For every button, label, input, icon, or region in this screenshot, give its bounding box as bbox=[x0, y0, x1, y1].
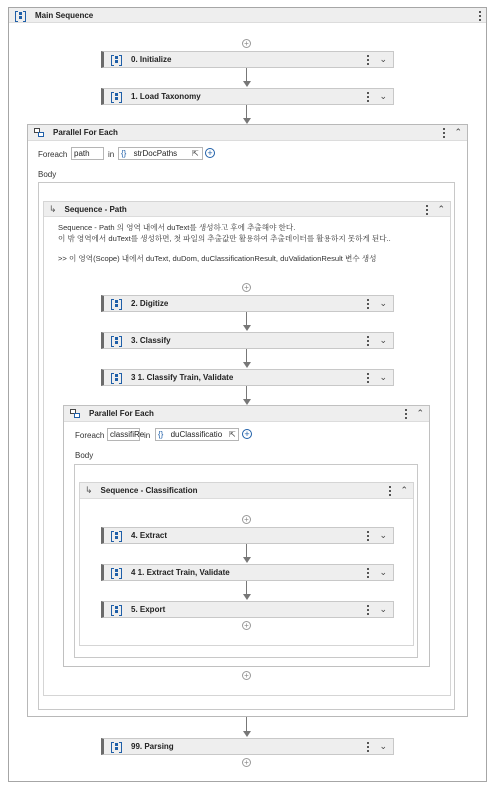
expression-icon: {} bbox=[158, 430, 164, 439]
foreach-collection-input[interactable] bbox=[118, 147, 203, 160]
chevron-double-down-icon[interactable]: ⌄ bbox=[379, 372, 387, 382]
sequence-icon bbox=[110, 91, 123, 102]
collection-value: duClassificatio bbox=[170, 430, 223, 439]
activity-extract-train-validate[interactable] bbox=[101, 564, 394, 581]
connector-arrow-icon bbox=[243, 325, 251, 331]
activity-title: 3. Classify bbox=[131, 336, 171, 345]
add-activity-plus-icon[interactable]: + bbox=[242, 39, 251, 48]
activity-title: 2. Digitize bbox=[131, 299, 169, 308]
add-activity-plus-icon[interactable]: + bbox=[242, 671, 251, 680]
activity-title: 0. Initialize bbox=[131, 55, 172, 64]
foreach-item-input[interactable]: classifiRe bbox=[107, 428, 140, 441]
more-options-icon[interactable] bbox=[442, 127, 446, 138]
outer-parallel-for-each-header[interactable] bbox=[28, 125, 467, 141]
sequence-icon bbox=[110, 741, 123, 752]
activity-load-taxonomy[interactable] bbox=[101, 88, 394, 105]
more-options-icon[interactable] bbox=[366, 567, 370, 578]
more-options-icon[interactable] bbox=[425, 204, 429, 215]
foreach-label: Foreach bbox=[75, 431, 105, 440]
body-label: Body bbox=[38, 170, 57, 179]
add-activity-plus-icon[interactable]: + bbox=[242, 758, 251, 767]
activity-export[interactable] bbox=[101, 601, 394, 618]
activity-classify[interactable] bbox=[101, 332, 394, 349]
connector-arrow-icon bbox=[243, 81, 251, 87]
main-sequence-title: Main Sequence bbox=[35, 10, 94, 20]
sequence-classification-header[interactable] bbox=[80, 483, 413, 499]
connector-arrow-icon bbox=[243, 362, 251, 368]
annotation-line-2: 이 밖 영역에서 duText를 생성하면, 첫 파일의 추출값만 활용하여 추출데이터를 활용하지 못하게 된다.. bbox=[58, 234, 391, 243]
more-options-icon[interactable] bbox=[366, 335, 370, 346]
more-options-icon[interactable] bbox=[366, 741, 370, 752]
more-options-icon[interactable] bbox=[366, 54, 370, 65]
sequence-icon bbox=[110, 567, 123, 578]
connector-line bbox=[246, 544, 247, 558]
connector-line bbox=[246, 349, 247, 363]
parallel-for-each-icon bbox=[69, 408, 82, 419]
main-sequence-header[interactable] bbox=[9, 8, 486, 23]
connector-line bbox=[246, 68, 247, 82]
foreach-collection-input[interactable] bbox=[155, 428, 239, 441]
add-activity-plus-icon[interactable]: + bbox=[242, 621, 251, 630]
chevron-double-down-icon[interactable]: ⌄ bbox=[379, 335, 387, 345]
add-activity-plus-icon[interactable]: + bbox=[242, 515, 251, 524]
connector-arrow-icon bbox=[243, 557, 251, 563]
sequence-path-header[interactable] bbox=[44, 202, 450, 217]
chevron-double-up-icon[interactable]: ⌃ bbox=[437, 203, 445, 214]
chevron-double-down-icon[interactable]: ⌄ bbox=[379, 91, 387, 101]
expand-editor-icon[interactable]: ⇱ bbox=[192, 149, 199, 158]
sequence-arrow-icon: ↳ bbox=[85, 485, 93, 495]
inner-foreach-title: Parallel For Each bbox=[89, 409, 154, 418]
chevron-double-down-icon[interactable]: ⌄ bbox=[379, 298, 387, 308]
activity-title: 5. Export bbox=[131, 605, 166, 614]
expression-icon: {} bbox=[121, 149, 127, 158]
annotation-line-1: Sequence - Path 의 영역 내에서 duText를 생성하고 후에 추출해야 한다. bbox=[58, 223, 296, 232]
connector-line bbox=[246, 581, 247, 595]
activity-title: 4. Extract bbox=[131, 531, 168, 540]
sequence-icon bbox=[110, 530, 123, 541]
chevron-double-down-icon[interactable]: ⌄ bbox=[379, 567, 387, 577]
activity-parsing[interactable] bbox=[101, 738, 394, 755]
more-options-icon[interactable] bbox=[366, 530, 370, 541]
chevron-double-down-icon[interactable]: ⌄ bbox=[379, 530, 387, 540]
chevron-double-up-icon[interactable]: ⌃ bbox=[416, 408, 424, 418]
collection-value: strDocPaths bbox=[133, 149, 178, 158]
chevron-double-down-icon[interactable]: ⌄ bbox=[379, 54, 387, 64]
connector-line bbox=[246, 105, 247, 119]
more-options-icon[interactable] bbox=[404, 408, 408, 419]
activity-extract[interactable] bbox=[101, 527, 394, 544]
add-activity-plus-icon[interactable]: + bbox=[242, 283, 251, 292]
activity-title: 1. Load Taxonomy bbox=[131, 92, 201, 101]
chevron-double-up-icon[interactable]: ⌃ bbox=[400, 485, 408, 495]
sequence-arrow-icon: ↳ bbox=[49, 203, 57, 214]
sequence-icon bbox=[110, 372, 123, 383]
activity-classify-train-validate[interactable] bbox=[101, 369, 394, 386]
more-options-icon[interactable] bbox=[366, 372, 370, 383]
activity-title: 4 1. Extract Train, Validate bbox=[131, 568, 230, 577]
in-label: in bbox=[108, 150, 115, 159]
chevron-double-up-icon[interactable]: ⌃ bbox=[454, 127, 462, 137]
connector-arrow-icon bbox=[243, 731, 251, 737]
foreach-item-input[interactable]: path bbox=[71, 147, 104, 160]
outer-foreach-title: Parallel For Each bbox=[53, 128, 118, 137]
activity-title: 99. Parsing bbox=[131, 742, 174, 751]
connector-line bbox=[246, 386, 247, 400]
parallel-for-each-icon bbox=[33, 127, 46, 138]
connector-line bbox=[246, 717, 247, 731]
foreach-label: Foreach bbox=[38, 150, 68, 159]
inner-parallel-for-each-header[interactable] bbox=[64, 406, 429, 422]
expand-editor-icon[interactable]: ⇱ bbox=[229, 430, 236, 439]
sequence-classification-title: Sequence - Classification bbox=[100, 486, 198, 495]
sequence-path-title: Sequence - Path bbox=[64, 204, 127, 214]
activity-initialize[interactable] bbox=[101, 51, 394, 68]
sequence-icon bbox=[14, 10, 27, 21]
sequence-icon bbox=[110, 335, 123, 346]
connector-arrow-icon bbox=[243, 594, 251, 600]
activity-digitize[interactable] bbox=[101, 295, 394, 312]
in-label: in bbox=[144, 431, 151, 440]
more-options-icon[interactable] bbox=[388, 485, 392, 496]
connector-line bbox=[246, 312, 247, 326]
sequence-icon bbox=[110, 298, 123, 309]
more-options-icon[interactable] bbox=[478, 10, 482, 21]
more-options-icon[interactable] bbox=[366, 298, 370, 309]
add-argument-plus-icon[interactable]: + bbox=[205, 148, 215, 158]
sequence-icon bbox=[110, 54, 123, 65]
body-label: Body bbox=[75, 451, 94, 460]
chevron-double-down-icon[interactable]: ⌄ bbox=[379, 604, 387, 614]
activity-title: 3 1. Classify Train, Validate bbox=[131, 373, 234, 382]
add-argument-plus-icon[interactable]: + bbox=[242, 429, 252, 439]
annotation-line-3: >> 이 영역(Scope) 내에서 duText, duDom, duClassificationResult, duValidationResult 변수 생성 bbox=[58, 254, 377, 263]
more-options-icon[interactable] bbox=[366, 91, 370, 102]
more-options-icon[interactable] bbox=[366, 604, 370, 615]
chevron-double-down-icon[interactable]: ⌄ bbox=[379, 741, 387, 751]
sequence-icon bbox=[110, 604, 123, 615]
